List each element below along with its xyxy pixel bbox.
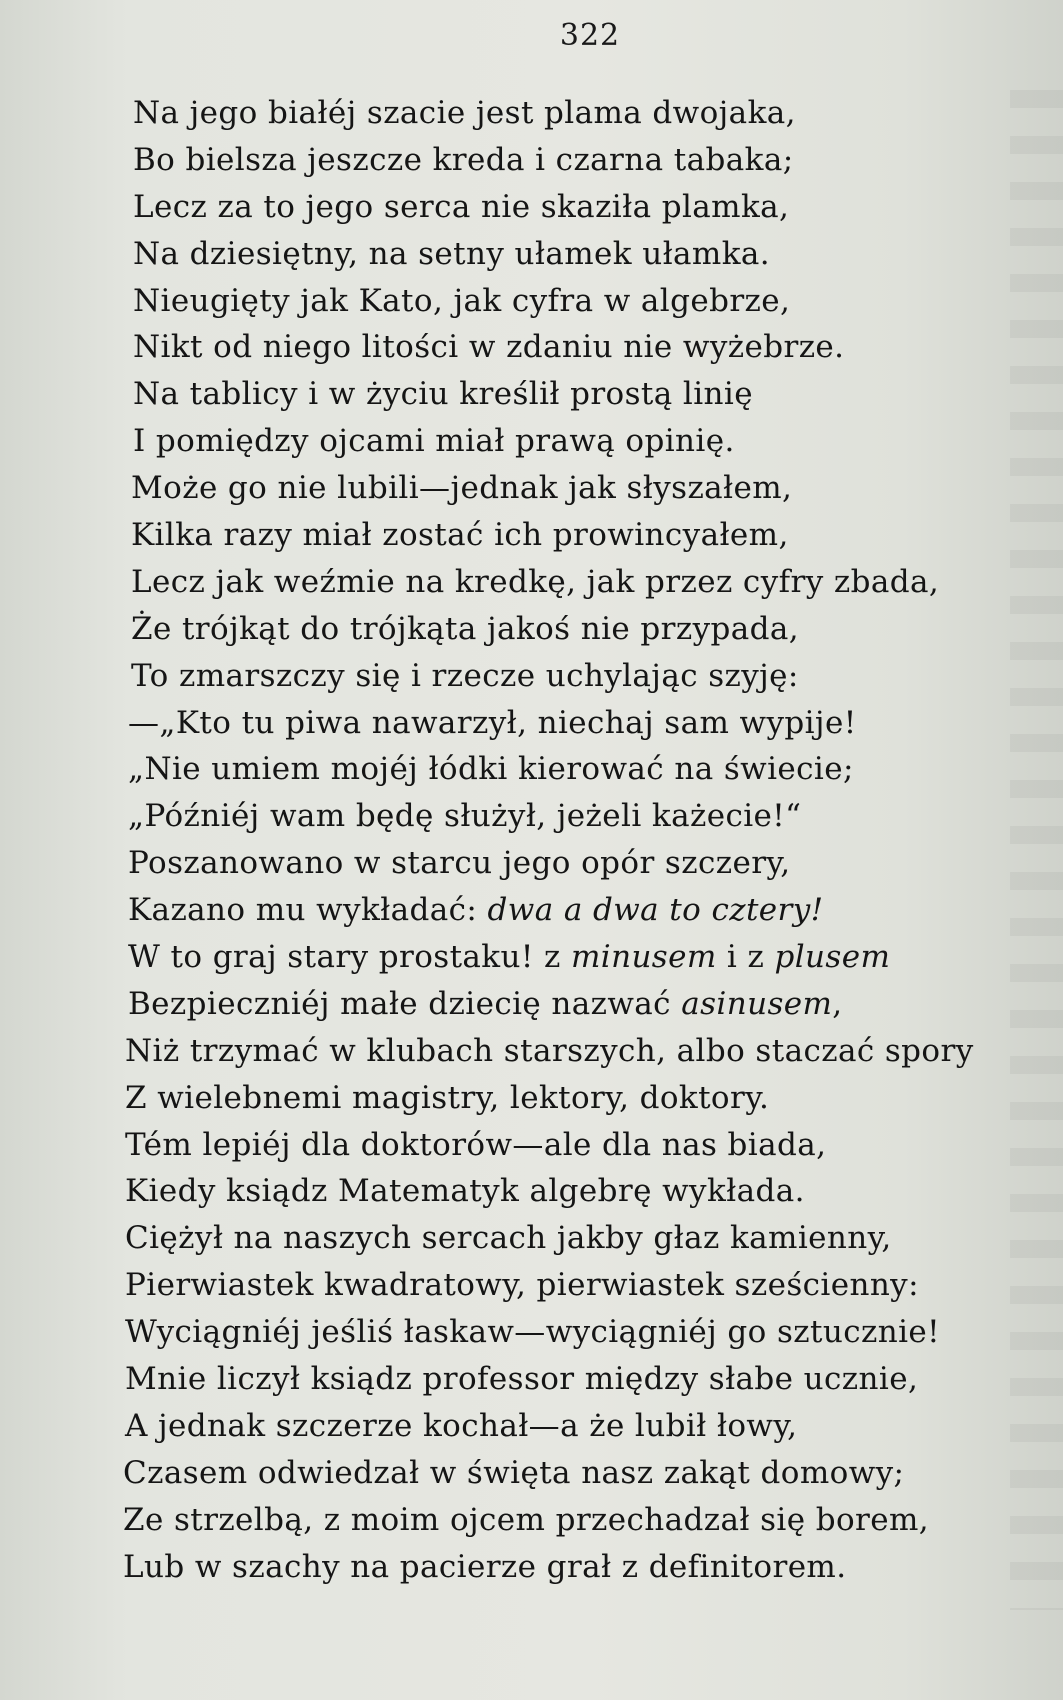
verse-line [125, 1403, 1033, 1450]
verse-line [123, 1450, 1033, 1497]
verse-line [131, 653, 1033, 700]
verse-italic-segment: minusem [570, 939, 717, 976]
verse-segment: To zmarszczy się i rzecze uchylając szyję: [131, 657, 799, 694]
verse-line [125, 1122, 1033, 1169]
verse-line [133, 418, 1033, 465]
verse-segment: Bo bielsza jeszcze kreda i czarna tabaka; [133, 141, 794, 178]
verse-segment: Czasem odwiedzał w święta nasz zakąt domowy; [123, 1454, 905, 1491]
verse-line [125, 1075, 1033, 1122]
verse-segment: W to graj stary prostaku! z [128, 939, 571, 976]
verse-italic-segment: dwa a dwa to cztery! [487, 892, 824, 929]
verse-segment: Ciężył na naszych sercach jakby głaz kamienny, [125, 1220, 892, 1257]
verse-line [131, 465, 1033, 512]
verse-segment: Kilka razy miał zostać ich prowincyałem, [131, 517, 789, 554]
verse-line [128, 981, 1033, 1028]
verse-segment: Niż trzymać w klubach starszych, albo staczać spory [125, 1032, 974, 1069]
verse-segment: Na tablicy i w życiu kreślił prostą linię [133, 376, 753, 413]
verse-line [133, 231, 1033, 278]
verse-segment: Kazano mu wykładać: [128, 892, 488, 929]
verse-line [125, 1215, 1033, 1262]
verse-segment: „Późniéj wam będę służył, jeżeli każecie!“ [128, 798, 802, 835]
verse-segment: Ze strzelbą, z moim ojcem przechadzał się borem, [123, 1501, 930, 1538]
verse-line [133, 324, 1033, 371]
verse-segment: Na jego białéj szacie jest plama dwojaka, [133, 95, 796, 131]
verse-segment: Poszanowano w starcu jego opór szczery, [128, 845, 791, 882]
verse-line [128, 887, 1033, 934]
verse-line [125, 1028, 1033, 1075]
verse-segment: Nikt od niego litości w zdaniu nie wyżebrze. [133, 329, 845, 366]
verse-segment: I pomiędzy ojcami miał prawą opinię. [133, 423, 735, 460]
verse-line [125, 1168, 1033, 1215]
verse-italic-segment: plusem [774, 939, 891, 976]
verse-line [128, 700, 1033, 747]
verse-line [125, 1356, 1033, 1403]
verse-segment: Mnie liczył ksiądz professor między słabe ucznie, [125, 1361, 919, 1398]
verse-line [131, 559, 1033, 606]
verse-italic-segment: asinusem [681, 985, 833, 1022]
verse-segment: Lecz za to jego serca nie skaziła plamka, [133, 188, 790, 225]
verse-line [128, 746, 1033, 793]
verse-segment: Tém lepiéj dla doktorów—ale dla nas biada, [125, 1126, 827, 1163]
verse-segment: Lecz jak weźmie na kredkę, jak przez cyfry zbada, [131, 563, 940, 600]
verse-line [131, 606, 1033, 653]
verse-segment: Kiedy ksiądz Matematyk algebrę wykłada. [125, 1173, 805, 1210]
verse-line [123, 1497, 1033, 1544]
verse-segment: , [832, 985, 843, 1022]
verse-segment: Może go nie lubili—jednak jak słyszałem, [131, 470, 793, 507]
verse-line [133, 371, 1033, 418]
verse-line [128, 840, 1033, 887]
verse-segment: Że trójkąt do trójkąta jakoś nie przypada, [131, 610, 800, 647]
verse-segment: A jednak szczerze kochał—a że lubił łowy, [125, 1407, 798, 1444]
verse-line [123, 1544, 1033, 1591]
page-number: 322 [559, 18, 621, 53]
poem-text [123, 90, 1033, 1591]
verse-segment: Na dziesiętny, na setny ułamek ułamka. [133, 235, 771, 272]
verse-segment: Lub w szachy na pacierze grał z definitorem. [123, 1548, 847, 1585]
verse-line [128, 934, 1033, 981]
verse-line [125, 1309, 1033, 1356]
verse-line [133, 137, 1033, 184]
verse-line [128, 793, 1033, 840]
verse-segment: Nieugięty jak Kato, jak cyfra w algebrze, [133, 282, 791, 319]
verse-line [133, 184, 1033, 231]
verse-line [131, 512, 1033, 559]
verse-segment: „Nie umiem mojéj łódki kierować na świecie; [128, 751, 854, 788]
verse-segment: —„Kto tu piwa nawarzył, niechaj sam wypije! [128, 704, 857, 741]
verse-segment: Wyciągniéj jeśliś łaskaw—wyciągniéj go sztucznie! [125, 1314, 941, 1351]
verse-line [125, 1262, 1033, 1309]
verse-segment: Z wielebnemi magistry, lektory, doktory. [125, 1079, 770, 1116]
verse-line [133, 278, 1033, 325]
verse-segment: i z [716, 939, 775, 976]
verse-line [133, 90, 1033, 137]
verse-segment: Bezpieczniéj małe dziecię nazwać [128, 985, 682, 1022]
verse-segment: Pierwiastek kwadratowy, pierwiastek sześcienny: [125, 1267, 919, 1304]
